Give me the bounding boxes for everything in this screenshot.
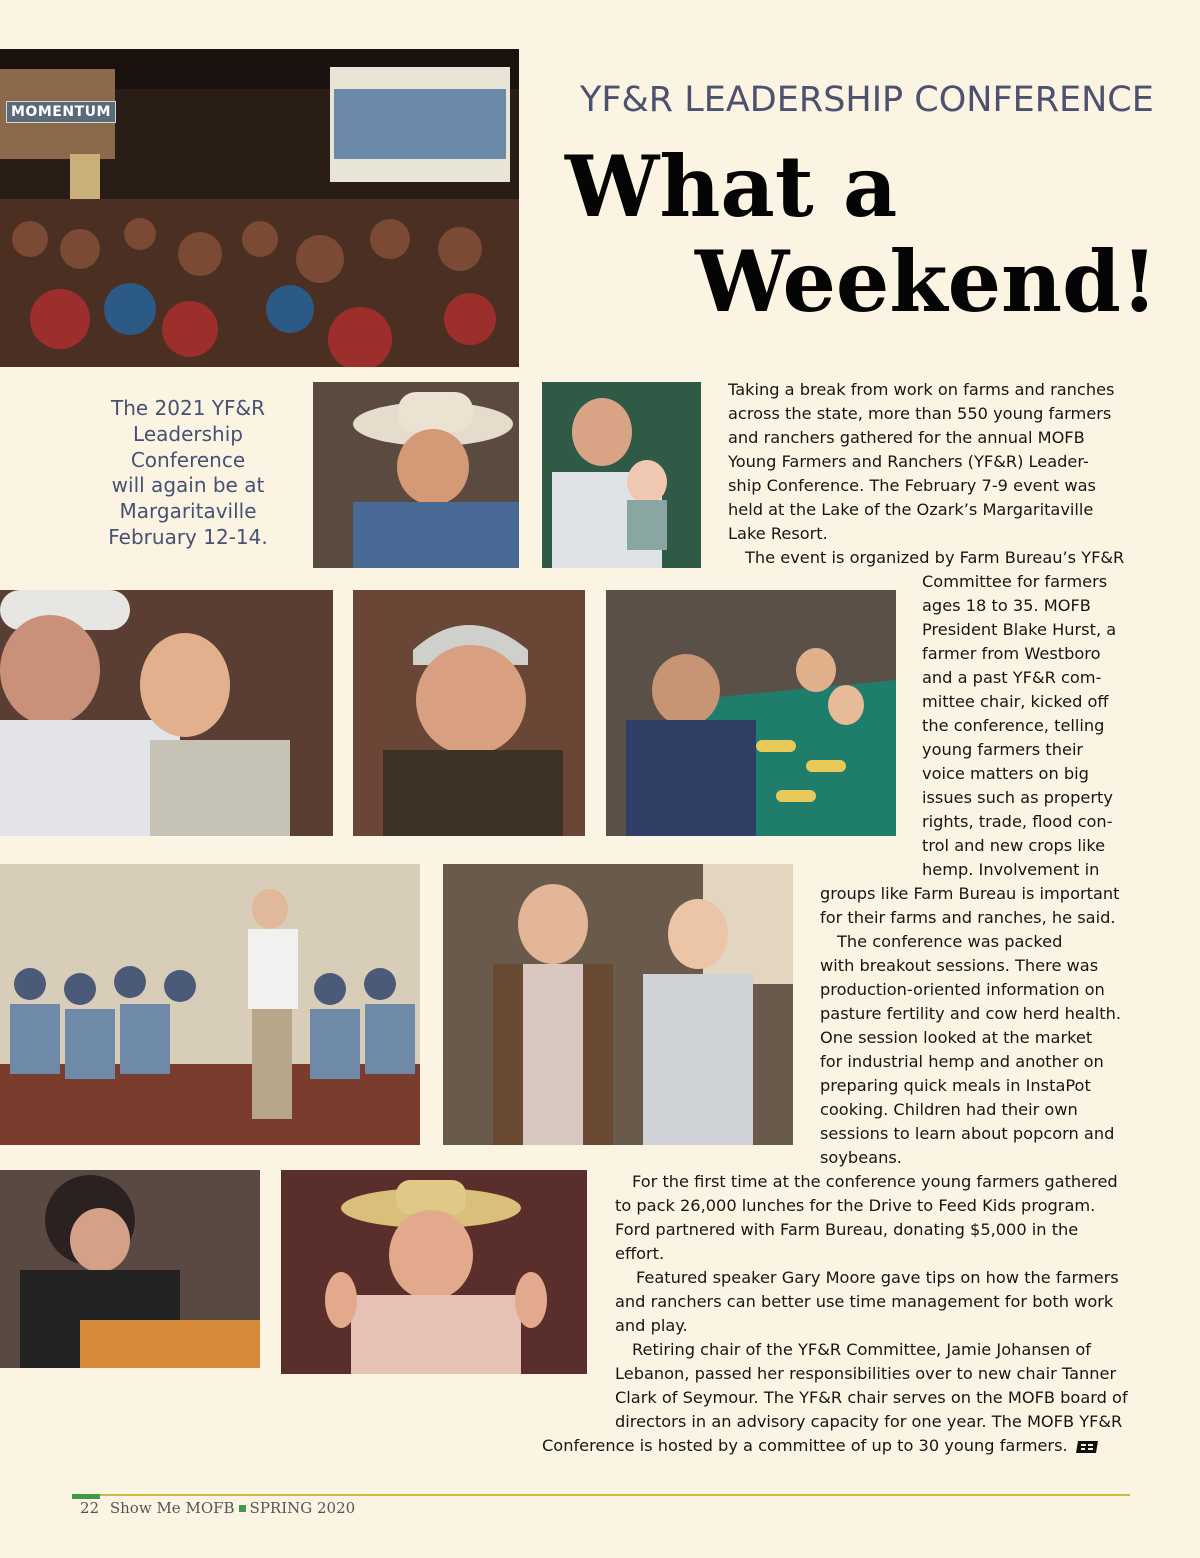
callout-line: The 2021 YF&R — [110, 396, 266, 420]
callout-line: Margaritaville — [119, 499, 257, 524]
article-line: with breakout sessions. There was — [820, 956, 1099, 975]
callout-line: will again be at — [111, 473, 265, 498]
headline-line-1: What a — [565, 137, 898, 236]
article-line: Retiring chair of the YF&R Committee, Jamie Johansen of — [632, 1340, 1091, 1359]
article-line: the conference, telling — [922, 716, 1105, 735]
article-line: pasture fertility and cow herd health. — [820, 1004, 1122, 1023]
article-line: across the state, more than 550 young farmers — [728, 404, 1112, 423]
article-line: Featured speaker Gary Moore gave tips on how the farmers — [636, 1268, 1119, 1287]
article-line: Committee for farmers — [922, 572, 1108, 591]
article-line: for their farms and ranches, he said. — [820, 908, 1116, 927]
momentum-screen-text: MOMENTUM — [6, 101, 116, 123]
article-line: President Blake Hurst, a — [922, 620, 1117, 639]
article-line: mittee chair, kicked off — [922, 692, 1109, 711]
page-footer — [80, 1499, 361, 1517]
article-line: Clark of Seymour. The YF&R chair serves on the MOFB board of — [615, 1388, 1128, 1407]
pull-quote-callout — [98, 396, 278, 551]
farm-bureau-logo-icon — [1076, 1440, 1098, 1454]
article-line: ages 18 to 35. MOFB — [922, 596, 1091, 615]
footer-rule — [72, 1494, 1130, 1496]
article-line: to pack 26,000 lunches for the Drive to Feed Kids program. — [615, 1196, 1096, 1215]
callout-line: Leadership — [133, 421, 243, 446]
article-line: held at the Lake of the Ozark’s Margaritaville — [728, 500, 1094, 519]
issue-name: SPRING 2020 — [249, 1499, 356, 1517]
article-line: The conference was packed — [837, 932, 1063, 951]
photo-kids-activity — [606, 590, 896, 836]
article-line: trol and new crops like — [922, 836, 1106, 855]
article-line: issues such as property — [922, 788, 1113, 807]
article-line: Conference is hosted by a committee of up to 30 young farmers. — [542, 1436, 1068, 1455]
page-number: 22 — [80, 1499, 100, 1517]
article-line: farmer from Westboro — [922, 644, 1101, 663]
article-line: and ranchers can better use time management for both work — [615, 1292, 1114, 1311]
article-line: cooking. Children had their own — [820, 1100, 1078, 1119]
photo-woman-packing — [0, 1170, 260, 1368]
article-line: Ford partnered with Farm Bureau, donating $5,000 in the — [615, 1220, 1079, 1239]
article-line: Lebanon, passed her responsibilities over to new chair Tanner — [615, 1364, 1117, 1383]
photo-women-smiling — [443, 864, 793, 1145]
article-line: soybeans. — [820, 1148, 902, 1167]
publication-name: Show Me MOFB — [109, 1499, 235, 1517]
article-line: for industrial hemp and another on — [820, 1052, 1104, 1071]
photo-man-with-baby — [542, 382, 701, 568]
article-line: Young Farmers and Ranchers (YF&R) Leader- — [728, 452, 1089, 471]
photo-young-man-cap — [353, 590, 585, 836]
article-line: and play. — [615, 1316, 688, 1335]
article-line: effort. — [615, 1244, 665, 1263]
article-line: Taking a break from work on farms and ranches — [728, 380, 1115, 399]
photo-couple-smiling — [0, 590, 333, 836]
article-line: young farmers their — [922, 740, 1084, 759]
callout-line: Conference — [130, 447, 246, 472]
article-line: production-oriented information on — [820, 980, 1105, 999]
section-kicker: YF&R LEADERSHIP CONFERENCE — [580, 80, 1154, 120]
photo-breakout-session — [0, 864, 420, 1145]
callout-line: February 12-14. — [108, 524, 268, 549]
article-line: For the first time at the conference young farmers gathered — [632, 1172, 1118, 1191]
article-line: One session looked at the market — [820, 1028, 1093, 1047]
article-line: rights, trade, flood con- — [922, 812, 1113, 831]
photo-ballroom-crowd — [0, 49, 519, 367]
article-line: and ranchers gathered for the annual MOFB — [728, 428, 1085, 447]
article-line: and a past YF&R com- — [922, 668, 1102, 687]
article-line: Lake Resort. — [728, 524, 828, 543]
article-line: sessions to learn about popcorn and — [820, 1124, 1115, 1143]
article-line: The event is organized by Farm Bureau’s YF&R — [745, 548, 1125, 567]
photo-thumbs-up-man — [281, 1170, 587, 1374]
photo-cowboy-hat-man — [313, 382, 519, 568]
article-line: ship Conference. The February 7-9 event was — [728, 476, 1096, 495]
article-line: voice matters on big — [922, 764, 1089, 783]
article-line: directors in an advisory capacity for one year. The MOFB YF&R — [615, 1412, 1123, 1431]
article-line: hemp. Involvement in — [922, 860, 1100, 879]
headline-line-2: Weekend! — [695, 232, 1158, 331]
article-last-line — [542, 1434, 1098, 1458]
green-square-icon — [239, 1505, 246, 1512]
article-line: preparing quick meals in InstaPot — [820, 1076, 1091, 1095]
article-line: groups like Farm Bureau is important — [820, 884, 1120, 903]
